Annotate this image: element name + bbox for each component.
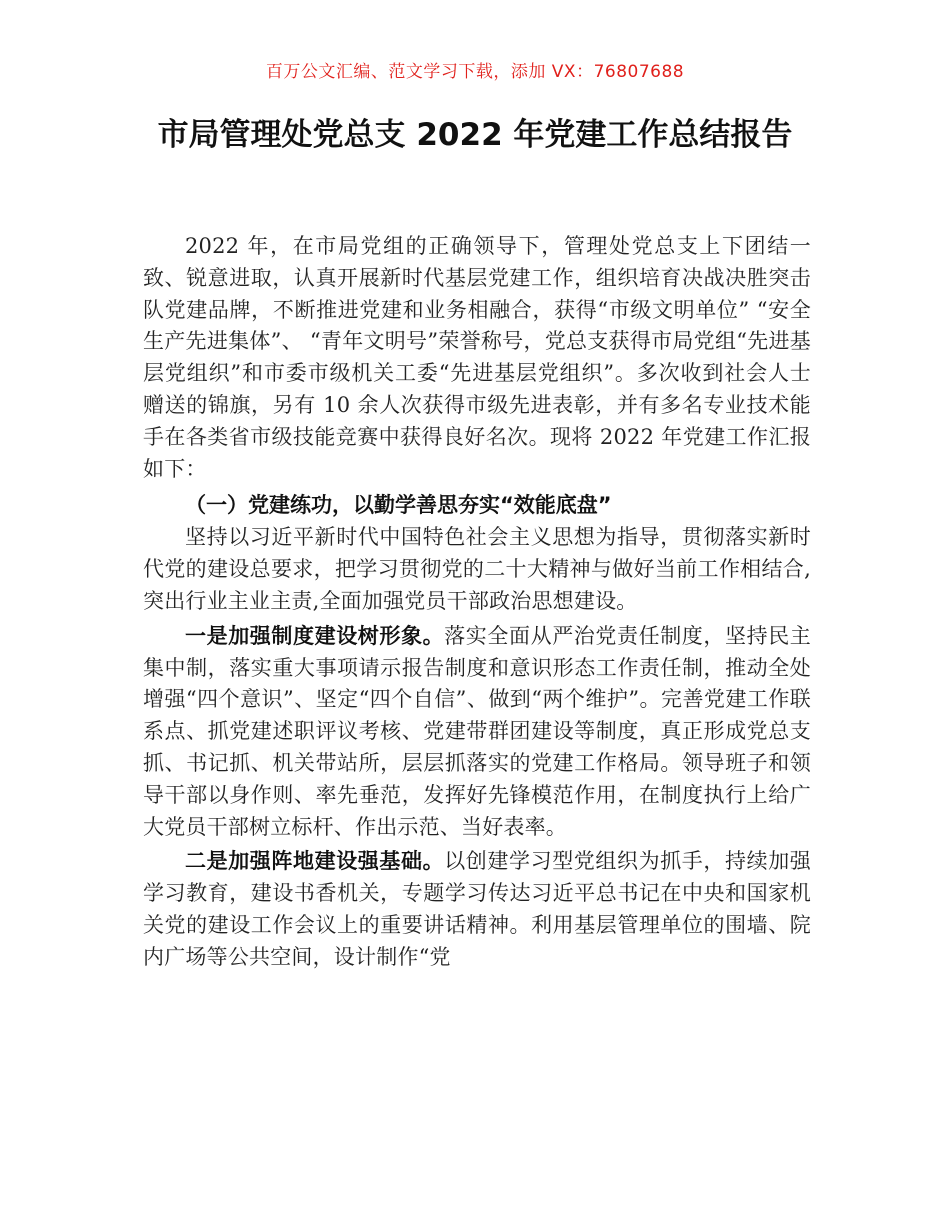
- section-heading: （一）党建练功，以勤学善思夯实“效能底盘”: [185, 493, 612, 518]
- item-paragraph-1: [143, 621, 811, 844]
- item-text-1: 落实全面从严治党责任制度，坚持民主集中制，落实重大事项请示报告制度和意识形态工作责任制，推动全处增强“四个意识”、坚定“四个自信”、做到“两个维护”。完善党建工作联系点、抓党建述职评议考核、党建带群团建设等制度，真正形成党总支抓、书记抓、机关带站所，层层抓落实的党建工作格局。领导班子和领导干部以身作则、率先垂范，发挥好先锋模范作用，在制度执行上给广大党员干部树立标杆、作出示范、当好表率。: [143, 623, 811, 839]
- item-text-2: 以创建学习型党组织为抓手，持续加强学习教育，建设书香机关，专题学习传达习近平总书记在中央和国家机关党的建设工作会议上的重要讲话精神。利用基层管理单位的围墙、院内广场等公共空间，设计制作“党: [143, 849, 811, 969]
- intro-paragraph: 2022 年，在市局党组的正确领导下，管理处党总支上下团结一致、锐意进取，认真开展新时代基层党建工作，组织培育决战决胜突击队党建品牌，不断推进党建和业务相融合，获得“市级文明单位” “安全生产先进集体”、 “青年文明号”荣誉称号，党总支获得市局党组“先进基层党组织”和市委市级机关工委“先进基层党组织”。多次收到社会人士赠送的锦旗，另有 10 余人次获得市级先进表彰，并有多名专业技术能手在各类省市级技能竞赛中获得良好名次。现将 2022 年党建工作汇报如下：: [143, 234, 811, 481]
- item-paragraph-2: [143, 846, 811, 973]
- item-lead-2: 二是加强阵地建设强基础。: [185, 849, 445, 874]
- section-paragraph: 坚持以习近平新时代中国特色社会主义思想为指导，贯彻落实新时代党的建设总要求，把学习贯彻党的二十大精神与做好当前工作相结合,突出行业主业主责,全面加强党员干部政治思想建设。: [143, 525, 811, 613]
- item-lead-1: 一是加强制度建设树形象。: [185, 623, 445, 648]
- document-title: 市局管理处党总支 2022 年党建工作总结报告: [157, 117, 793, 153]
- document-body: [143, 231, 811, 974]
- watermark-banner: 百万公文汇编、范文学习下载，添加 VX：76807688: [265, 62, 685, 82]
